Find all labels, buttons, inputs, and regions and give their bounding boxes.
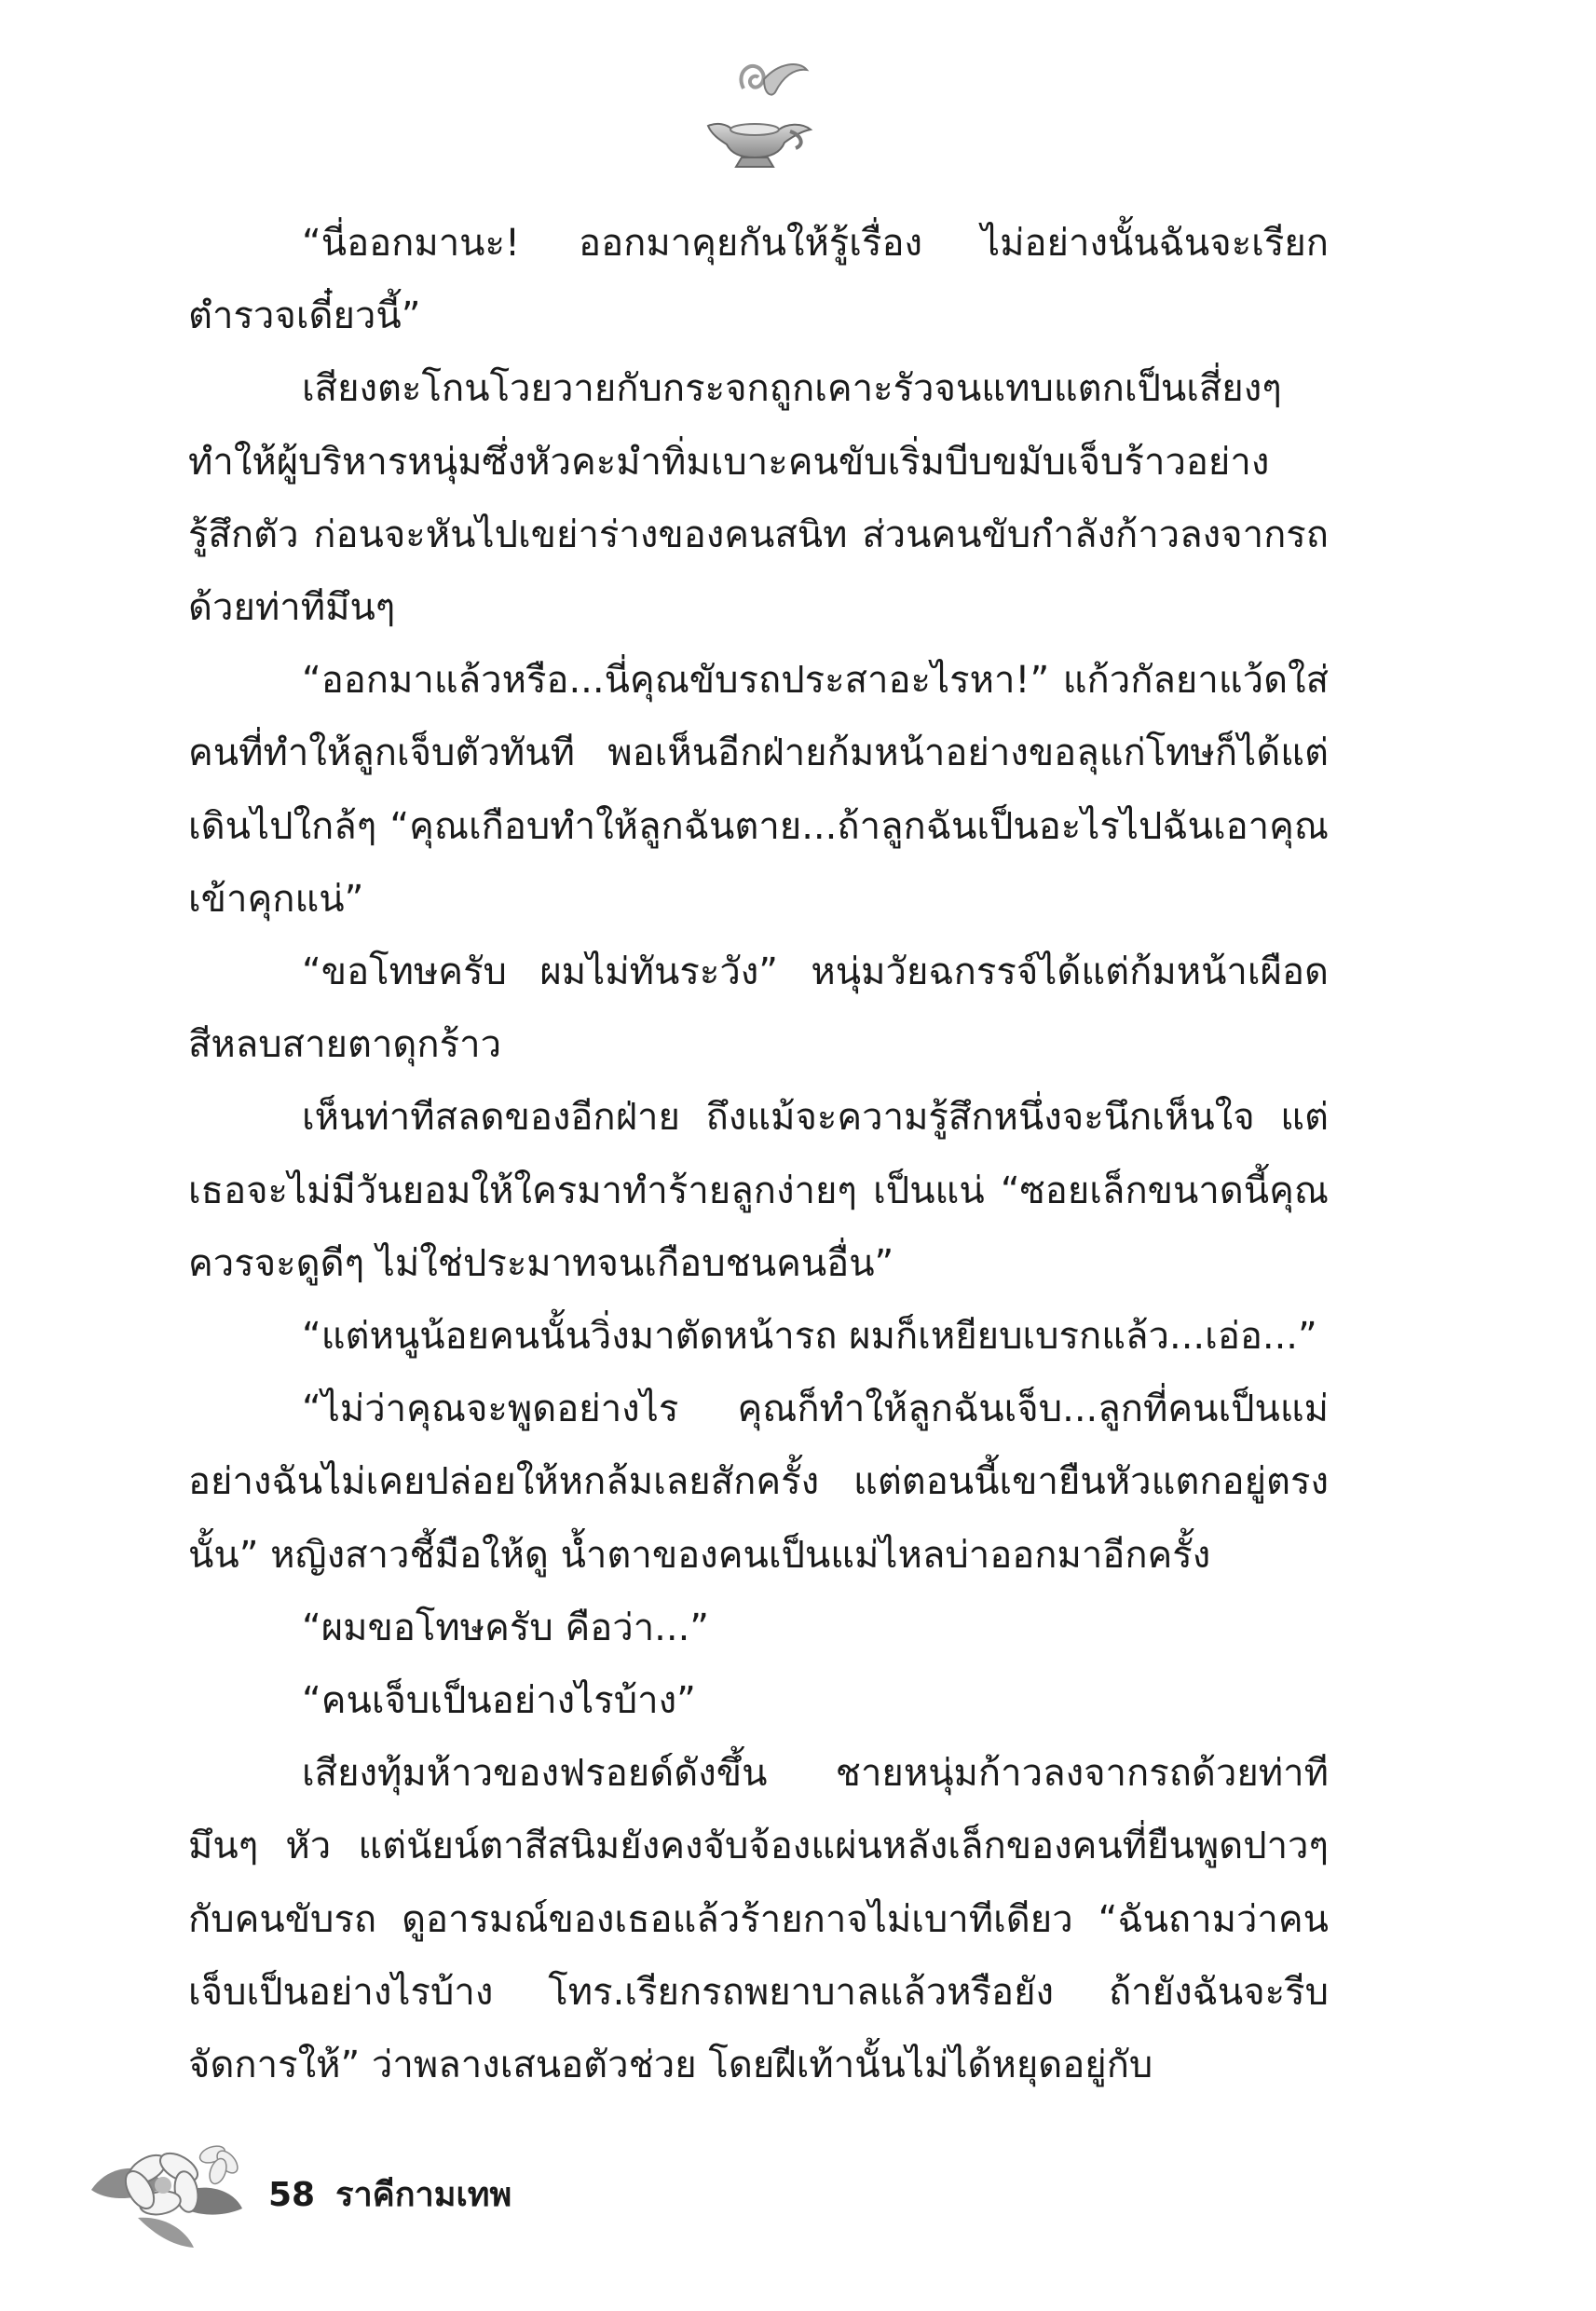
- paragraph: “นี่ออกมานะ! ออกมาคุยกันให้รู้เรื่อง ไม่อย่างนั้นฉันจะเรียกตำรวจเดี๋ยวนี้”: [188, 222, 1329, 338]
- paragraph: “แต่หนูน้อยคนนั้นวิ่งมาตัดหน้ารถ ผมก็เหยียบเบรกแล้ว...เอ่อ...”: [302, 1315, 1317, 1359]
- paragraph: “คนเจ็บเป็นอย่างไรบ้าง”: [302, 1679, 696, 1723]
- paragraph: เสียงทุ้มห้าวของฟรอยด์ดังขึ้น ชายหนุ่มก้าวลงจากรถด้วยท่าทีมึนๆ หัว แต่นัยน์ตาสีสนิมยังคงจับจ้องแผ่นหลังเล็กของคนที่ยืนพูดปาวๆ กับคนขับรถ ดูอารมณ์ของเธอแล้วร้ายกาจไม่เบาทีเดียว “ฉันถามว่าคนเจ็บเป็นอย่างไรบ้าง โทร.เรียกรถพยาบาลแล้วหรือยัง ถ้ายังฉันจะรีบจัดการให้” ว่าพลางเสนอตัวช่วย โดยฝีเท้านั้นไม่ได้หยุดอยู่กับ: [188, 1752, 1329, 2087]
- genie-lamp-icon: [689, 51, 820, 177]
- page-number: 58: [268, 2176, 316, 2214]
- body-text: [188, 207, 1329, 2101]
- frangipani-flower-icon: [82, 2134, 250, 2255]
- paragraph: เห็นท่าทีสลดของอีกฝ่าย ถึงแม้จะความรู้สึกหนึ่งจะนึกเห็นใจ แต่เธอจะไม่มีวันยอมให้ใครมาทำร้ายลูกง่ายๆ เป็นแน่ “ซอยเล็กขนาดนี้คุณควรจะดูดีๆ ไม่ใช่ประมาทจนเกือบชนคนอื่น”: [188, 1096, 1329, 1285]
- paragraph: เสียงตะโกนโวยวายกับกระจกถูกเคาะรัวจนแทบแตกเป็นเสี่ยงๆ ทำให้ผู้บริหารหนุ่มซึ่งหัวคะมำทิ่มเบาะคนขับเริ่มบีบขมับเจ็บร้าวอย่างรู้สึกตัว ก่อนจะหันไปเขย่าร่างของคนสนิท ส่วนคนขับกำลังก้าวลงจากรถด้วยท่าทีมึนๆ: [188, 367, 1329, 630]
- paragraph: “ไม่ว่าคุณจะพูดอย่างไร คุณก็ทำให้ลูกฉันเจ็บ...ลูกที่คนเป็นแม่อย่างฉันไม่เคยปล่อยให้หกล้มเลยสักครั้ง แต่ตอนนี้เขายืนหัวแตกอยู่ตรงนั้น” หญิงสาวชี้มือให้ดู น้ำตาของคนเป็นแม่ไหลบ่าออกมาอีกครั้ง: [188, 1388, 1329, 1577]
- page-folio: [268, 2167, 512, 2221]
- paragraph: “ผมขอโทษครับ คือว่า...”: [302, 1606, 710, 1649]
- paragraph: “ออกมาแล้วหรือ...นี่คุณขับรถประสาอะไรหา!” แก้วกัลยาแว้ดใส่คนที่ทำให้ลูกเจ็บตัวทันที พอเห็นอีกฝ่ายก้มหน้าอย่างขอลุแก่โทษก็ได้แต่เดินไปใกล้ๆ “คุณเกือบทำให้ลูกฉันตาย...ถ้าลูกฉันเป็นอะไรไปฉันเอาคุณเข้าคุกแน่”: [188, 659, 1329, 921]
- page-footer: [82, 2134, 604, 2255]
- book-title: ราคีกามเทพ: [335, 2176, 512, 2214]
- paragraph: “ขอโทษครับ ผมไม่ทันระวัง” หนุ่มวัยฉกรรจ์ได้แต่ก้มหน้าเผือดสีหลบสายตาดุกร้าว: [188, 950, 1329, 1067]
